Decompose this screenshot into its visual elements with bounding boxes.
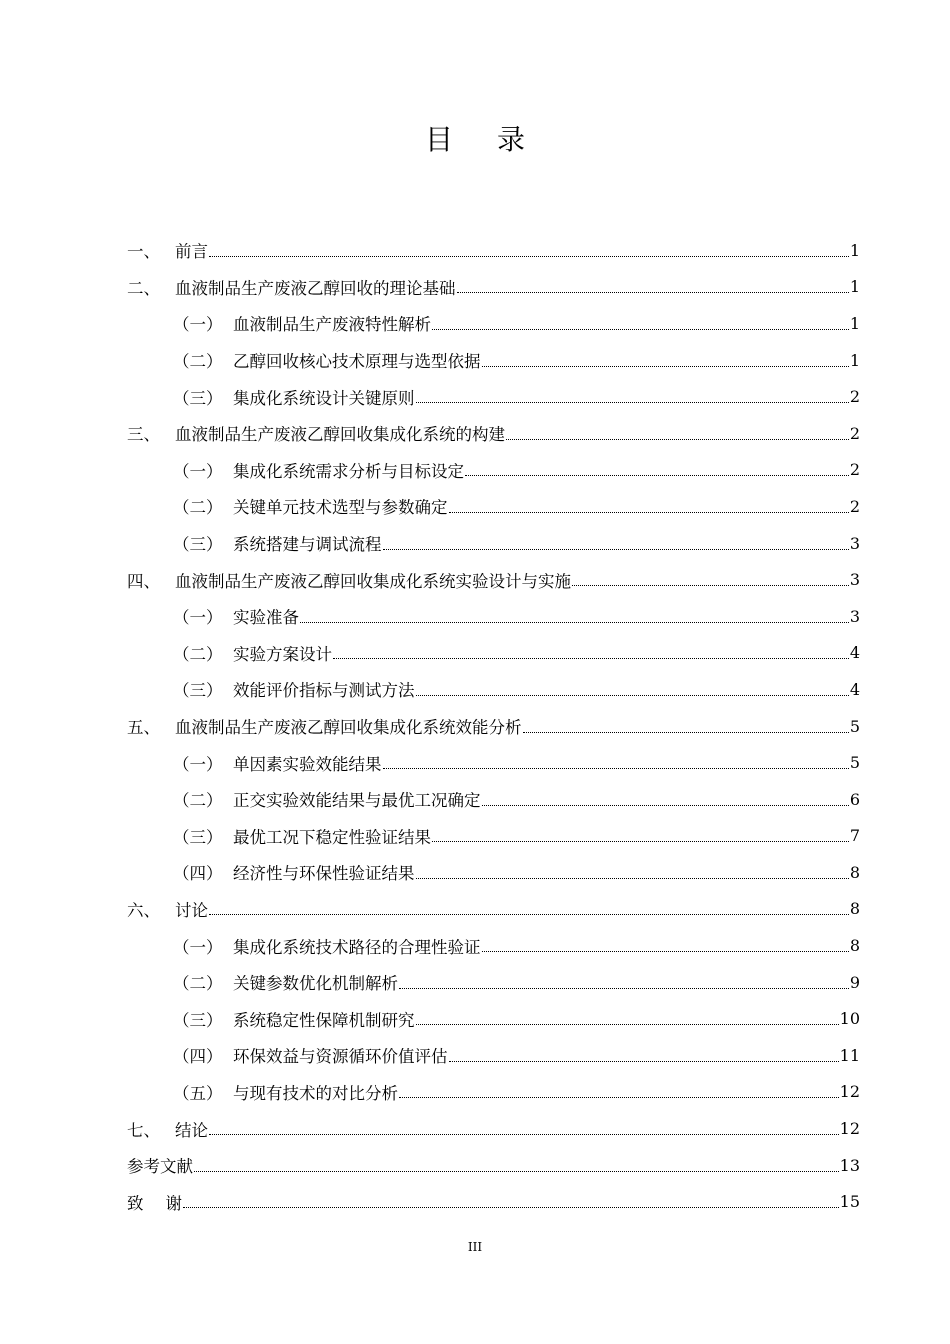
toc-entry-title: 关键单元技术选型与参数确定 <box>233 498 448 518</box>
toc-entry[interactable] <box>127 561 860 598</box>
toc-entry-number: 一、 <box>127 242 160 262</box>
toc-entry-number: 四、 <box>127 571 160 591</box>
toc-dot-leader <box>416 1024 839 1025</box>
toc-entry-title: 血液制品生产废液乙醇回收集成化系统实验设计与实施 <box>175 571 571 591</box>
toc-dot-leader <box>416 878 849 879</box>
toc-entry[interactable] <box>127 305 860 342</box>
toc-dot-leader <box>482 366 849 367</box>
toc-dot-leader <box>183 1207 839 1208</box>
toc-entry[interactable] <box>127 1110 860 1147</box>
toc-entry[interactable] <box>127 1183 860 1220</box>
toc-entry-page: 3 <box>849 570 860 590</box>
toc-entry[interactable] <box>127 598 860 635</box>
toc-entry-page: 7 <box>849 826 860 846</box>
toc-entry-page: 8 <box>849 862 860 882</box>
toc-dot-leader <box>416 695 849 696</box>
toc-entry-page: 10 <box>839 1009 860 1029</box>
toc-entry-page: 12 <box>839 1082 860 1102</box>
page-title <box>0 118 950 158</box>
toc-entry-title: 系统稳定性保障机制研究 <box>233 1010 415 1030</box>
toc-entry-page: 13 <box>839 1155 860 1175</box>
table-of-contents <box>127 232 860 1220</box>
toc-entry[interactable] <box>127 891 860 928</box>
toc-entry-number: （二） <box>173 644 223 664</box>
toc-entry-title: 结论 <box>175 1120 208 1140</box>
toc-entry[interactable] <box>127 927 860 964</box>
toc-dot-leader <box>572 585 849 586</box>
toc-dot-leader <box>482 951 849 952</box>
toc-dot-leader <box>209 256 849 257</box>
toc-entry-page: 3 <box>849 606 860 626</box>
toc-entry-page: 2 <box>849 423 860 443</box>
toc-entry-page: 5 <box>849 753 860 773</box>
toc-entry-number: （一） <box>173 315 223 335</box>
toc-entry[interactable] <box>127 781 860 818</box>
toc-entry[interactable] <box>127 269 860 306</box>
toc-dot-leader <box>194 1171 839 1172</box>
toc-dot-leader <box>482 805 849 806</box>
toc-entry-title: 与现有技术的对比分析 <box>233 1083 398 1103</box>
toc-dot-leader <box>457 292 849 293</box>
toc-entry[interactable] <box>127 818 860 855</box>
toc-dot-leader <box>432 329 849 330</box>
toc-entry[interactable] <box>127 1147 860 1184</box>
toc-entry-title: 集成化系统技术路径的合理性验证 <box>233 937 481 957</box>
toc-dot-leader <box>399 988 849 989</box>
toc-entry-page: 2 <box>849 496 860 516</box>
toc-entry[interactable] <box>127 854 860 891</box>
toc-entry-title: 环保效益与资源循环价值评估 <box>233 1047 448 1067</box>
toc-entry[interactable] <box>127 452 860 489</box>
toc-entry-page: 4 <box>849 679 860 699</box>
toc-dot-leader <box>209 1134 839 1135</box>
toc-entry-title: 参考文献 <box>127 1157 193 1177</box>
toc-entry[interactable] <box>127 232 860 269</box>
toc-entry[interactable] <box>127 525 860 562</box>
toc-entry-title: 实验方案设计 <box>233 644 332 664</box>
toc-entry[interactable] <box>127 1037 860 1074</box>
toc-entry-page: 5 <box>849 716 860 736</box>
toc-entry-number: （三） <box>173 535 223 555</box>
toc-entry-page: 1 <box>849 350 860 370</box>
toc-entry-title: 系统搭建与调试流程 <box>233 535 382 555</box>
title-char-1: 目 <box>424 123 453 156</box>
toc-entry[interactable] <box>127 488 860 525</box>
toc-entry-number: （二） <box>173 352 223 372</box>
toc-entry-title: 关键参数优化机制解析 <box>233 974 398 994</box>
toc-entry[interactable] <box>127 744 860 781</box>
toc-dot-leader <box>383 549 849 550</box>
toc-entry-page: 11 <box>839 1045 860 1065</box>
toc-entry-title: 血液制品生产废液乙醇回收的理论基础 <box>175 278 456 298</box>
toc-entry-number: （一） <box>173 754 223 774</box>
toc-entry[interactable] <box>127 1074 860 1111</box>
toc-entry-page: 6 <box>849 789 860 809</box>
toc-entry-page: 8 <box>849 899 860 919</box>
toc-entry-title <box>127 1190 182 1214</box>
toc-entry-number: 三、 <box>127 425 160 445</box>
toc-entry-title: 集成化系统需求分析与目标设定 <box>233 461 464 481</box>
toc-entry-title-char: 谢 <box>165 1193 182 1213</box>
toc-entry[interactable] <box>127 378 860 415</box>
toc-entry-title: 血液制品生产废液乙醇回收集成化系统效能分析 <box>175 718 522 738</box>
toc-entry[interactable] <box>127 708 860 745</box>
toc-entry-number: （一） <box>173 461 223 481</box>
toc-dot-leader <box>300 622 849 623</box>
toc-entry-page: 15 <box>839 1192 860 1212</box>
toc-entry-title: 血液制品生产废液乙醇回收集成化系统的构建 <box>175 425 505 445</box>
toc-dot-leader <box>449 512 849 513</box>
toc-entry-number: （二） <box>173 791 223 811</box>
toc-dot-leader <box>449 1061 839 1062</box>
toc-entry-number: 六、 <box>127 900 160 920</box>
toc-entry-title: 前言 <box>175 242 208 262</box>
toc-entry-page: 2 <box>849 460 860 480</box>
toc-entry-title: 血液制品生产废液特性解析 <box>233 315 431 335</box>
toc-entry-number: （四） <box>173 1047 223 1067</box>
toc-entry[interactable] <box>127 415 860 452</box>
toc-dot-leader <box>465 475 849 476</box>
toc-entry-title: 集成化系统设计关键原则 <box>233 388 415 408</box>
toc-entry-number: （五） <box>173 1083 223 1103</box>
toc-entry-number: （四） <box>173 864 223 884</box>
toc-entry-title: 经济性与环保性验证结果 <box>233 864 415 884</box>
toc-entry-number: （二） <box>173 498 223 518</box>
toc-dot-leader <box>333 658 849 659</box>
toc-entry-page: 1 <box>849 277 860 297</box>
toc-entry-page: 1 <box>849 313 860 333</box>
toc-dot-leader <box>209 914 849 915</box>
toc-dot-leader <box>383 768 849 769</box>
toc-entry-title: 实验准备 <box>233 608 299 628</box>
toc-entry-page: 3 <box>849 533 860 553</box>
toc-entry-page: 9 <box>849 972 860 992</box>
toc-entry-number: （三） <box>173 681 223 701</box>
toc-entry-number: 二、 <box>127 278 160 298</box>
toc-entry-title: 效能评价指标与测试方法 <box>233 681 415 701</box>
toc-entry-title: 单因素实验效能结果 <box>233 754 382 774</box>
toc-entry-number: 五、 <box>127 718 160 738</box>
toc-entry-number: （二） <box>173 974 223 994</box>
toc-entry-number: （三） <box>173 1010 223 1030</box>
toc-entry-page: 8 <box>849 936 860 956</box>
toc-entry-page: 12 <box>839 1119 860 1139</box>
toc-entry[interactable] <box>127 964 860 1001</box>
toc-entry-number: （一） <box>173 608 223 628</box>
toc-entry[interactable] <box>127 342 860 379</box>
toc-entry-number: 七、 <box>127 1120 160 1140</box>
toc-dot-leader <box>432 841 849 842</box>
toc-dot-leader <box>416 402 849 403</box>
toc-dot-leader <box>506 439 849 440</box>
toc-entry-page: 4 <box>849 643 860 663</box>
toc-entry-title: 乙醇回收核心技术原理与选型依据 <box>233 352 481 372</box>
toc-entry-title-char: 致 <box>127 1193 144 1213</box>
toc-entry-title: 最优工况下稳定性验证结果 <box>233 827 431 847</box>
toc-entry-number: （三） <box>173 827 223 847</box>
toc-entry[interactable] <box>127 1000 860 1037</box>
toc-entry[interactable] <box>127 635 860 672</box>
toc-entry-title: 正交实验效能结果与最优工况确定 <box>233 791 481 811</box>
toc-entry-number: （一） <box>173 937 223 957</box>
toc-entry-page: 1 <box>849 240 860 260</box>
page-number-footer: III <box>467 1240 483 1254</box>
title-char-2: 录 <box>497 123 526 156</box>
toc-entry-number: （三） <box>173 388 223 408</box>
toc-entry[interactable] <box>127 671 860 708</box>
toc-dot-leader <box>523 732 849 733</box>
toc-entry-page: 2 <box>849 387 860 407</box>
toc-dot-leader <box>399 1097 839 1098</box>
toc-entry-title: 讨论 <box>175 900 208 920</box>
